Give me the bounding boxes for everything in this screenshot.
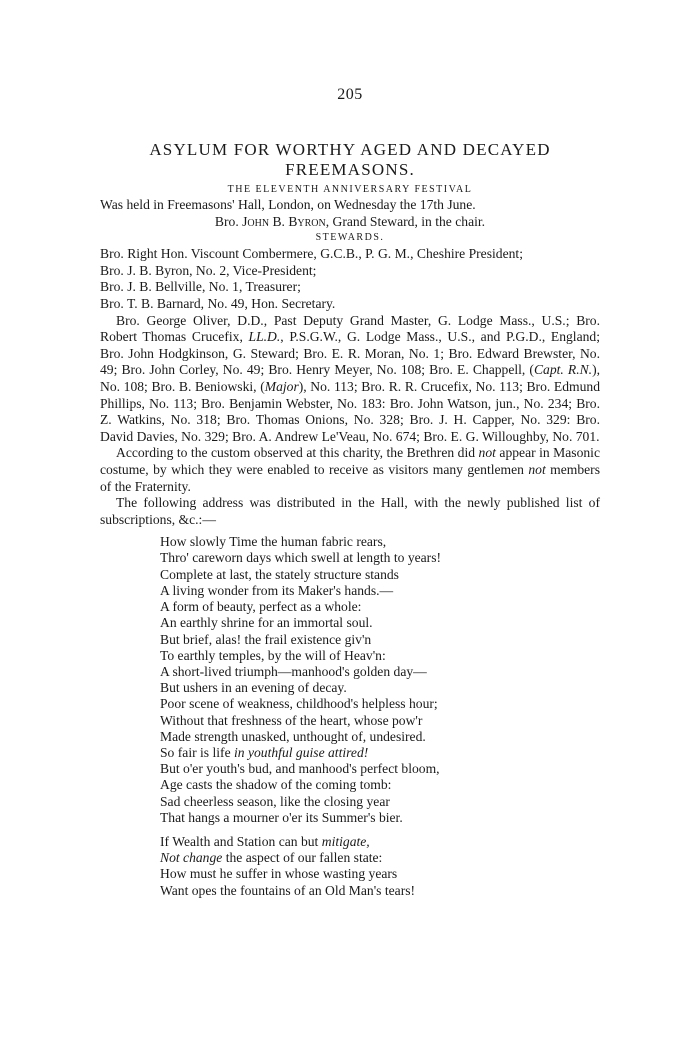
poem-line: To earthly temples, by the will of Heav'n: xyxy=(160,647,386,663)
custom-text-a: According to the custom observed at this charity, the Brethren did xyxy=(116,445,476,461)
poem-line: A form of beauty, perfect as a whole: xyxy=(160,599,362,615)
title-line-1: ASYLUM FOR WORTHY AGED AND DECAYED xyxy=(149,140,551,159)
officers-list xyxy=(100,246,600,312)
stewards-text-a: Bro. George Oliver, D.D., Past Deputy Grand Master, G. Lodge Mass., U.S.; Bro. Robert Thomas Crucefix, xyxy=(100,312,600,345)
article-subtitle: THE ELEVENTH ANNIVERSARY FESTIVAL xyxy=(227,184,473,195)
intro-line: Was held in Freemasons' Hall, London, on Wednesday the 17th June. xyxy=(100,197,476,212)
poem-line: Without that freshness of the heart, whose pow'r xyxy=(160,712,423,728)
custom-em-b: not xyxy=(528,461,546,477)
article-title xyxy=(100,140,600,180)
officer-line: Bro. J. B. Byron, No. 2, Vice-President; xyxy=(100,262,317,278)
officer-line: Bro. Right Hon. Viscount Combermere, G.C.B., P. G. M., Cheshire President; xyxy=(100,246,523,262)
poem-line: Made strength unasked, unthought of, undesired. xyxy=(160,728,426,744)
poem-line: Poor scene of weakness, childhood's helpless hour; xyxy=(160,696,438,712)
poem-line: Age casts the shadow of the coming tomb: xyxy=(160,777,392,793)
poem-line: A short-lived triumph—manhood's golden day— xyxy=(160,663,427,679)
chair-name: John B. Byron xyxy=(242,213,326,229)
poem-line: Want opes the fountains of an Old Man's tears! xyxy=(160,882,416,898)
poem-change-text: the aspect of our fallen state: xyxy=(222,850,383,866)
custom-paragraph xyxy=(100,445,600,495)
poem-line xyxy=(160,850,600,866)
address-paragraph: The following address was distributed in the Hall, with the newly published list of subscriptions, &c.:— xyxy=(100,495,600,527)
poem-line: How must he suffer in whose wasting years xyxy=(160,866,398,882)
officer-line: Bro. J. B. Bellville, No. 1, Treasurer; xyxy=(100,279,301,295)
stewards-text-c: ), No. 108; Bro. B. Beniowski, ( xyxy=(100,362,600,394)
poem-wealth-em: mitigate, xyxy=(321,833,370,849)
chair-bro: Bro. xyxy=(214,213,239,229)
poem-line: How slowly Time the human fabric rears, xyxy=(160,534,387,550)
poem-wealth-text: If Wealth and Station can but xyxy=(160,833,322,849)
page-number: 205 xyxy=(337,86,363,103)
poem-youth-em: in youthful guise attired! xyxy=(234,744,369,760)
stewards-paragraph xyxy=(100,313,600,446)
custom-em-a: not xyxy=(478,445,496,461)
poem-line: An earthly shrine for an immortal soul. xyxy=(160,615,373,631)
poem-line: But o'er youth's bud, and manhood's perfect bloom, xyxy=(160,761,440,777)
document-page xyxy=(100,86,600,899)
custom-text-c: members of the Fraternity. xyxy=(100,461,600,494)
stewards-em-a: LL.D. xyxy=(248,329,281,345)
chair-rest: , Grand Steward, in the chair. xyxy=(325,213,486,229)
stewards-text-b: , P.S.G.W., G. Lodge Mass., U.S., and P.G.D., England; Bro. John Hodgkinson, G. Steward; Bro. E. R. Moran, No. 1; Bro. Edward Brewster, No. 49; Bro. John Corley, No. 49; Bro. Henry Meyer, No. 108; Bro. E. Chappell, ( xyxy=(100,329,600,378)
stewards-heading: STEWARDS. xyxy=(315,232,385,244)
poem-line: That hangs a mourner o'er its Summer's bier. xyxy=(160,809,403,825)
poem-line: But ushers in an evening of decay. xyxy=(160,680,347,696)
stewards-text-d: ), No. 113; Bro. R. R. Crucefix, No. 113; Bro. Edmund Phillips, No. 113; Bro. Benjamin Webster, No. 183: Bro. John Watson, jun., No. 234; Bro. Z. Watkins, No. 318; Bro. Thomas Onions, No. 328; Bro. J. H. Capper, No. 329: Bro. David Davies, No. 329; Bro. A. Andrew Le'Veau, No. 674; Bro. E. G. Willoughby, No. 701. xyxy=(100,378,600,444)
stanza-gap xyxy=(160,826,600,834)
poem xyxy=(160,534,600,898)
poem-youth-text: So fair is life xyxy=(160,744,234,760)
poem-line xyxy=(160,834,600,850)
poem-change-em: Not change xyxy=(160,850,223,866)
chair-line xyxy=(100,214,600,231)
stewards-em-c: Major xyxy=(264,378,299,394)
poem-line: But brief, alas! the frail existence giv'n xyxy=(160,631,372,647)
officer-line: Bro. T. B. Barnard, No. 49, Hon. Secretary. xyxy=(100,295,336,311)
title-line-2: FREEMASONS. xyxy=(285,160,415,179)
custom-text-b: appear in Masonic costume, by which they were enabled to receive as visitors many gentlemen xyxy=(100,445,600,477)
poem-line xyxy=(160,745,600,761)
stewards-em-b: Capt. R.N. xyxy=(533,362,593,378)
poem-line: Thro' careworn days which swell at length to years! xyxy=(160,550,442,566)
poem-line: Sad cheerless season, like the closing year xyxy=(160,793,390,809)
poem-line: Complete at last, the stately structure stands xyxy=(160,566,399,582)
poem-line: A living wonder from its Maker's hands.— xyxy=(160,582,394,598)
